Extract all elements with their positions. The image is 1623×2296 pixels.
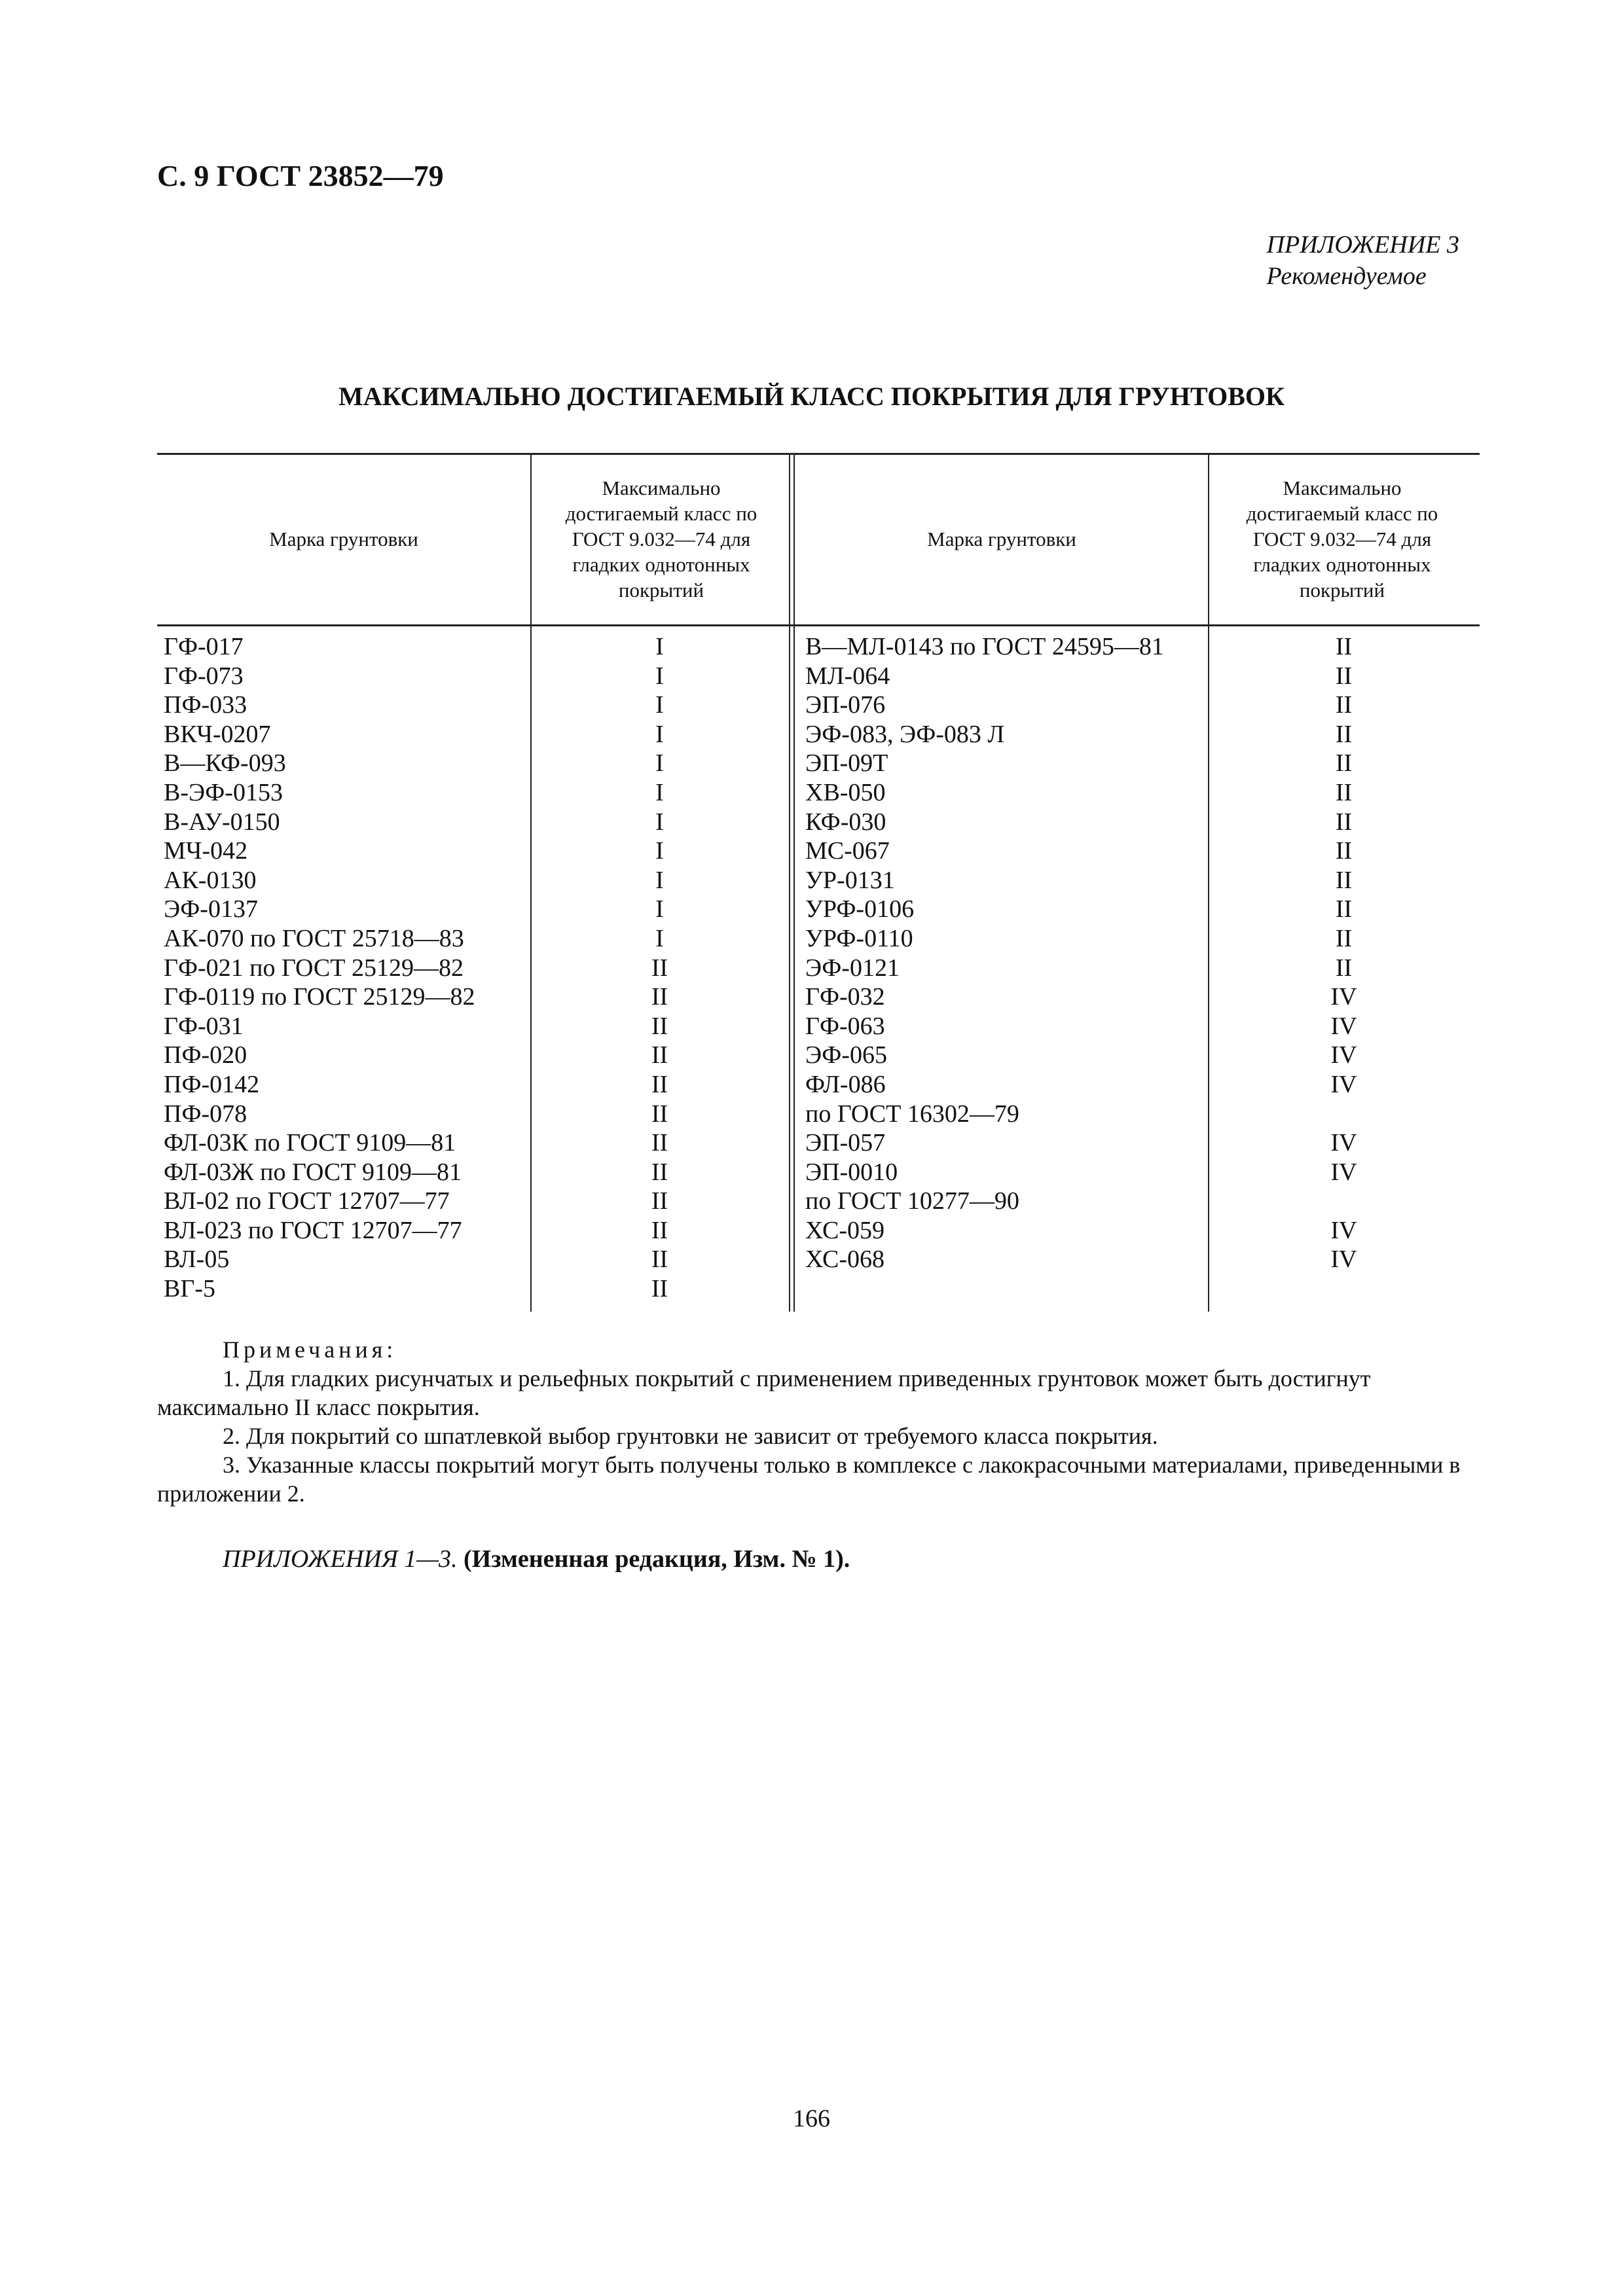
right-row-mark: ХВ-050	[805, 778, 886, 806]
left-row-mark: ГФ-017	[164, 633, 244, 660]
appendix-status: Рекомендуемое	[1266, 262, 1427, 290]
left-row-class: II	[651, 954, 668, 982]
right-row-class: II	[1335, 837, 1353, 865]
right-row-class	[1208, 1100, 1480, 1129]
column-header-mark-left: Марка грунтовки	[269, 527, 418, 550]
right-class-column	[1208, 632, 1480, 1274]
note-2: 2. Для покрытий со шпатлевкой выбор грунтовки не зависит от требуемого класса покрытия.	[223, 1423, 1158, 1449]
note-3: 3. Указанные классы покрытий могут быть получены только в комплексе с лакокрасочными материалами, приведенными в приложении 2.	[157, 1452, 1461, 1507]
left-row-mark: ГФ-021 по ГОСТ 25129—82	[164, 954, 464, 982]
right-mark-column	[805, 632, 1164, 1274]
left-class-column	[530, 632, 789, 1304]
left-row-mark: ЭФ-0137	[164, 895, 258, 924]
right-row-class: II	[1335, 662, 1353, 690]
left-row-class: I	[655, 633, 664, 660]
left-row-class: II	[651, 1012, 668, 1040]
left-row-mark: В—КФ-093	[164, 749, 286, 778]
right-row-mark: ЭП-09Т	[805, 749, 888, 778]
left-row-class: II	[651, 1246, 668, 1274]
right-row-mark: по ГОСТ 16302—79	[805, 1100, 1019, 1128]
left-row-mark: ГФ-073	[164, 662, 244, 690]
left-row-class: I	[655, 749, 664, 778]
note-1: 1. Для гладких рисунчатых и рельефных покрытий с применением приведенных грунтовок может быть достигнут максимально II класс покрытия.	[157, 1365, 1371, 1420]
double-divider-right	[793, 453, 795, 1312]
left-row-class: II	[651, 1041, 668, 1069]
right-row-mark: по ГОСТ 10277—90	[805, 1187, 1019, 1215]
left-row-mark: ПФ-078	[164, 1100, 247, 1128]
left-row-class: I	[655, 866, 664, 894]
right-row-mark: МЛ-064	[805, 662, 890, 690]
left-row-mark: ВЛ-023 по ГОСТ 12707—77	[164, 1216, 462, 1244]
left-row-mark: ГФ-0119 по ГОСТ 25129—82	[164, 983, 475, 1011]
right-row-mark: КФ-030	[805, 808, 886, 836]
right-row-class: IV	[1330, 1246, 1357, 1274]
left-row-mark: ВЛ-05	[164, 1246, 230, 1274]
right-row-mark: ЭФ-0121	[805, 954, 900, 982]
left-row-class: I	[655, 691, 664, 719]
left-row-class: II	[651, 1187, 668, 1215]
right-row-class: IV	[1330, 1216, 1357, 1244]
right-row-mark: В—МЛ-0143 по ГОСТ 24595—81	[805, 633, 1164, 660]
left-row-class: I	[655, 924, 664, 952]
left-row-class: II	[651, 983, 668, 1011]
right-row-class: IV	[1330, 1012, 1357, 1040]
right-row-mark: ЭП-0010	[805, 1158, 898, 1186]
right-row-mark: ФЛ-086	[805, 1070, 886, 1098]
left-row-mark: В-ЭФ-0153	[164, 778, 283, 806]
left-row-class: II	[651, 1158, 668, 1186]
left-row-mark: ВКЧ-0207	[164, 720, 271, 748]
right-row-mark: УРФ-0106	[805, 895, 915, 924]
right-row-class: II	[1335, 720, 1353, 748]
right-row-mark: ГФ-063	[805, 1012, 885, 1040]
right-row-class: II	[1335, 895, 1353, 924]
right-row-class: II	[1335, 749, 1353, 778]
left-row-mark: ФЛ-03К по ГОСТ 9109—81	[164, 1129, 456, 1157]
left-row-mark: ПФ-020	[164, 1041, 247, 1069]
left-row-class: I	[655, 837, 664, 865]
left-row-mark: ПФ-033	[164, 691, 247, 719]
right-row-mark: УРФ-0110	[805, 924, 913, 952]
notes-section	[157, 1335, 1480, 1508]
left-row-mark: ПФ-0142	[164, 1070, 260, 1098]
column-header-mark-right: Марка грунтовки	[927, 527, 1076, 550]
right-row-mark: ЭП-076	[805, 691, 886, 719]
page-number: 166	[793, 2105, 830, 2132]
left-row-mark: ГФ-031	[164, 1012, 244, 1040]
left-row-class: II	[651, 1129, 668, 1157]
right-row-class: II	[1335, 954, 1353, 982]
right-row-class: II	[1335, 778, 1353, 806]
right-row-class: IV	[1330, 983, 1357, 1011]
amendment-line	[223, 1545, 850, 1573]
left-row-class: II	[651, 1216, 668, 1244]
left-row-mark: ВГ-5	[164, 1275, 215, 1303]
left-row-class: I	[655, 662, 664, 690]
left-row-class: I	[655, 778, 664, 806]
right-row-mark: УР-0131	[805, 866, 895, 894]
right-row-class: IV	[1330, 1041, 1357, 1069]
appendix-number: ПРИЛОЖЕНИЕ 3	[1266, 231, 1459, 259]
right-row-class	[1208, 1187, 1480, 1216]
table-header-rule	[157, 624, 1480, 626]
right-row-mark: ХС-068	[805, 1246, 884, 1274]
left-row-mark: ВЛ-02 по ГОСТ 12707—77	[164, 1187, 450, 1215]
right-row-class: IV	[1330, 1158, 1357, 1186]
right-row-mark: ЭФ-065	[805, 1041, 887, 1069]
left-row-mark: ФЛ-03Ж по ГОСТ 9109—81	[164, 1158, 462, 1186]
left-row-class: II	[651, 1070, 668, 1098]
left-row-class: II	[651, 1275, 668, 1303]
left-row-mark: АК-0130	[164, 866, 257, 894]
right-row-mark: ЭП-057	[805, 1129, 886, 1157]
right-row-class: II	[1335, 808, 1353, 836]
table-title: МАКСИМАЛЬНО ДОСТИГАЕМЫЙ КЛАСС ПОКРЫТИЯ ДЛЯ ГРУНТОВОК	[338, 382, 1285, 411]
right-row-mark: ЭФ-083, ЭФ-083 Л	[805, 720, 1005, 748]
left-row-mark: В-АУ-0150	[164, 808, 280, 836]
left-row-class: I	[655, 808, 664, 836]
right-row-class: IV	[1330, 1070, 1357, 1098]
right-row-class: II	[1335, 866, 1353, 894]
primer-class-table	[157, 453, 1480, 1312]
notes-heading: Примечания:	[223, 1336, 397, 1363]
page-header: С. 9 ГОСТ 23852—79	[157, 159, 444, 192]
left-row-class: I	[655, 720, 664, 748]
right-row-class: IV	[1330, 1129, 1357, 1157]
right-row-mark: ХС-059	[805, 1216, 884, 1244]
left-row-class: I	[655, 895, 664, 924]
left-row-mark: МЧ-042	[164, 837, 248, 865]
left-mark-column	[164, 632, 475, 1304]
left-row-class: II	[651, 1100, 668, 1128]
amendment-ref: ПРИЛОЖЕНИЯ 1—3.	[223, 1545, 458, 1573]
left-row-mark: АК-070 по ГОСТ 25718—83	[164, 924, 464, 952]
appendix-label	[1267, 229, 1459, 292]
right-row-class: II	[1335, 924, 1353, 952]
right-row-class: II	[1335, 633, 1353, 660]
right-row-mark: ГФ-032	[805, 983, 885, 1011]
amendment-note: (Измененная редакция, Изм. № 1).	[464, 1545, 850, 1573]
column-header-class-right: Максимально достигаемый класс по ГОСТ 9.032—74 для гладких однотонных покрытий	[1246, 476, 1438, 601]
double-divider-left	[789, 453, 790, 1312]
column-header-class-left: Максимально достигаемый класс по ГОСТ 9.032—74 для гладких однотонных покрытий	[565, 476, 757, 601]
right-row-mark: МС-067	[805, 837, 890, 865]
right-row-class: II	[1335, 691, 1353, 719]
